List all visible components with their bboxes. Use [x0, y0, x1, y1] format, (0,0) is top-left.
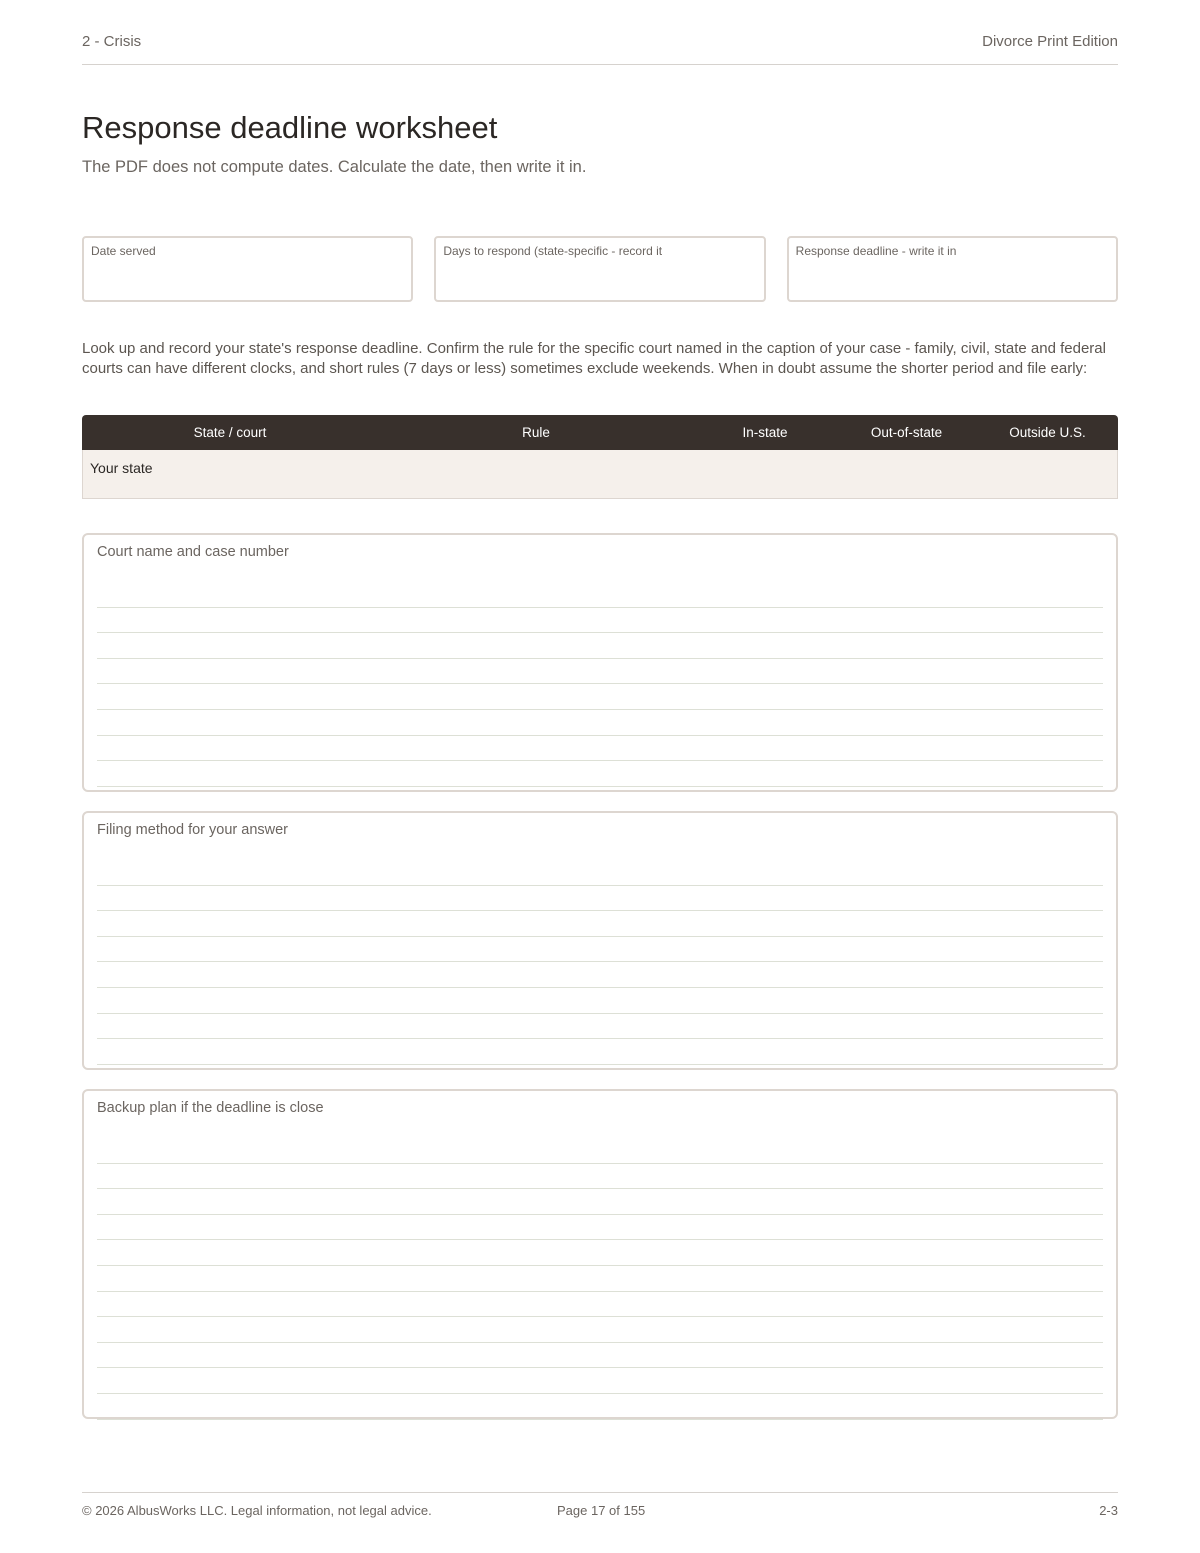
writing-line [97, 1368, 1103, 1394]
instructions-paragraph: Look up and record your state's response deadline. Confirm the rule for the specific court named in the caption of your case - family, civil, state and federal courts can have different clocks, and short rules (7 days or less) sometimes exclude weekends. When in doubt assume the shorter period and file early: [82, 340, 1106, 377]
page-footer [82, 1492, 1118, 1518]
writing-line [97, 1394, 1103, 1420]
table-header [82, 415, 1118, 450]
page-number: Page 17 of 155 [557, 1503, 646, 1518]
writing-line [97, 1215, 1103, 1241]
column-header: In-state [742, 425, 788, 440]
writing-line [97, 1164, 1103, 1190]
backup-plan-box[interactable] [82, 1089, 1118, 1419]
column-header: Outside U.S. [1009, 425, 1086, 440]
writing-line [97, 937, 1103, 963]
writing-lines [97, 1138, 1103, 1420]
field-label: Date served [91, 244, 156, 258]
state-cell: Your state [90, 460, 153, 476]
table-row[interactable] [82, 450, 1118, 499]
writing-line [97, 582, 1103, 608]
writing-line [97, 684, 1103, 710]
box-label: Filing method for your answer [97, 822, 288, 838]
days-to-respond-field[interactable] [434, 236, 765, 302]
writing-line [97, 911, 1103, 937]
field-label: Days to respond (state-specific - record it [443, 244, 663, 258]
writing-line [97, 736, 1103, 762]
writing-line [97, 860, 1103, 886]
writing-line [97, 1138, 1103, 1164]
writing-lines [97, 582, 1103, 787]
page-title: Response deadline worksheet [82, 110, 498, 145]
writing-line [97, 659, 1103, 685]
writing-line [97, 608, 1103, 634]
writing-line [97, 633, 1103, 659]
writing-line [97, 1014, 1103, 1040]
date-served-field[interactable] [82, 236, 413, 302]
writing-line [97, 710, 1103, 736]
writing-line [97, 1240, 1103, 1266]
edition-label: Divorce Print Edition [982, 33, 1118, 50]
page-code: 2-3 [1099, 1503, 1118, 1518]
writing-line [97, 1039, 1103, 1065]
writing-line [97, 1343, 1103, 1369]
copyright-text: © 2026 AlbusWorks LLC. Legal information, not legal advice. [82, 1503, 432, 1518]
writing-line [97, 1292, 1103, 1318]
writing-line [97, 1189, 1103, 1215]
writing-line [97, 988, 1103, 1014]
writing-line [97, 886, 1103, 912]
writing-line [97, 1317, 1103, 1343]
page-header [82, 33, 1118, 65]
court-name-box[interactable] [82, 533, 1118, 792]
filing-method-box[interactable] [82, 811, 1118, 1070]
column-header: State / court [193, 425, 267, 440]
response-deadline-field[interactable] [787, 236, 1118, 302]
date-fields [82, 236, 1118, 302]
writing-line [97, 761, 1103, 787]
box-label: Backup plan if the deadline is close [97, 1100, 324, 1116]
section-label: 2 - Crisis [82, 33, 142, 50]
field-label: Response deadline - write it in [795, 244, 957, 258]
writing-line [97, 1266, 1103, 1292]
deadline-table [82, 415, 1118, 499]
column-header: Out-of-state [870, 425, 943, 440]
page-subtitle: The PDF does not compute dates. Calculate the date, then write it in. [82, 158, 587, 176]
box-label: Court name and case number [97, 544, 289, 560]
column-header: Rule [522, 425, 550, 440]
writing-lines [97, 860, 1103, 1065]
writing-line [97, 962, 1103, 988]
